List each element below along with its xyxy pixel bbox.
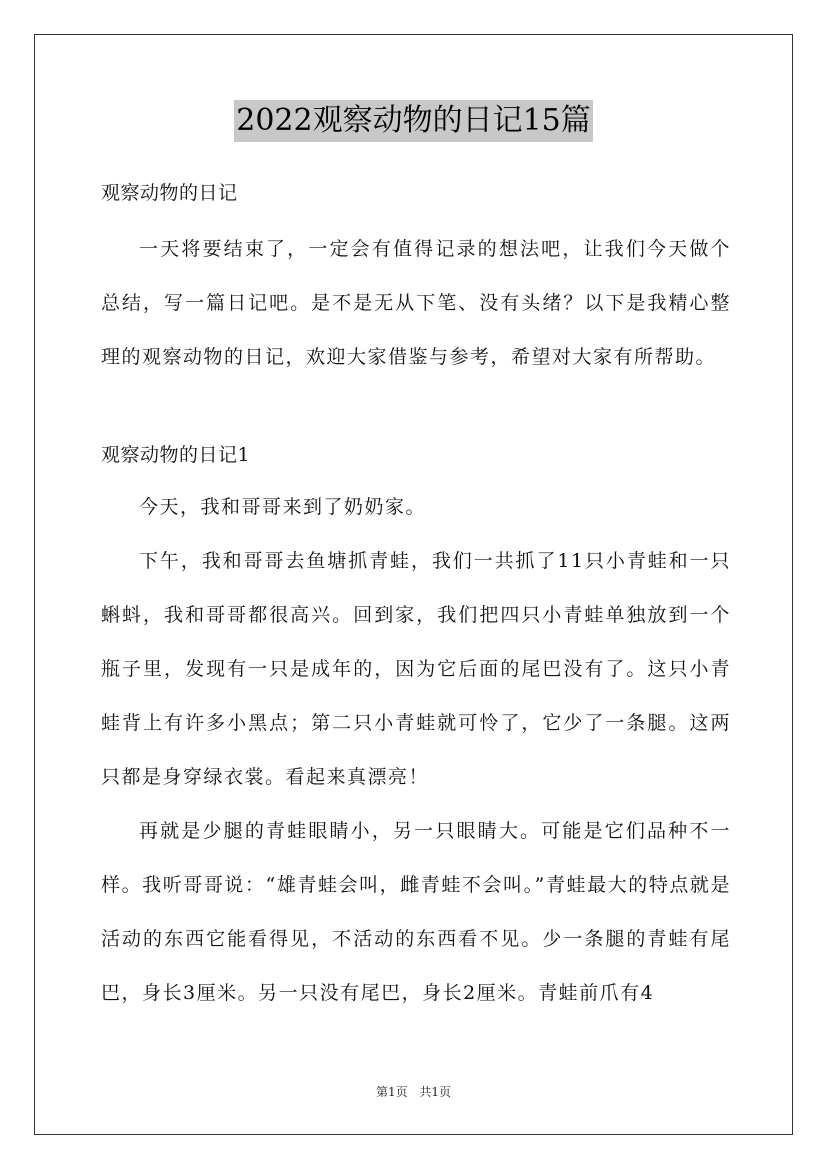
document-title: 2022观察动物的日记15篇 [234,100,593,142]
page-total: 共1页 [419,1085,452,1099]
page-number: 第1页 [375,1085,408,1099]
document-body [101,172,731,1020]
title-wrap [0,100,827,142]
diary-paragraph: 今天，我和哥哥来到了奶奶家。 [139,496,427,518]
diary-paragraph: 下午，我和哥哥去鱼塘抓青蛙，我们一共抓了11只小青蛙和一只蝌蚪，我和哥哥都很高兴。回到家，我们把四只小青蛙单独放到一个瓶子里，发现有一只是成年的，因为它后面的尾巴没有了。这只小青蛙背上有许多小黑点；第二只小青蛙就可怜了，它少了一条腿。这两只都是身穿绿衣裳。看起来真漂亮！ [101,550,731,788]
intro-paragraph: 一天将要结束了，一定会有值得记录的想法吧，让我们今天做个总结，写一篇日记吧。是不是无从下笔、没有头绪？以下是我精心整理的观察动物的日记，欢迎大家借鉴与参考，希望对大家有所帮助。 [101,238,731,368]
diary-heading: 观察动物的日记1 [101,444,251,466]
page-footer [0,1083,827,1100]
diary-paragraph: 再就是少腿的青蛙眼睛小，另一只眼睛大。可能是它们品种不一样。我听哥哥说：“雄青蛙会叫，雌青蛙不会叫。”青蛙最大的特点就是活动的东西它能看得见，不活动的东西看不见。少一条腿的青蛙有尾巴，身长3厘米。另一只没有尾巴，身长2厘米。青蛙前爪有4 [101,820,731,1004]
paragraph-gap [101,384,731,422]
section-heading: 观察动物的日记 [101,182,238,204]
